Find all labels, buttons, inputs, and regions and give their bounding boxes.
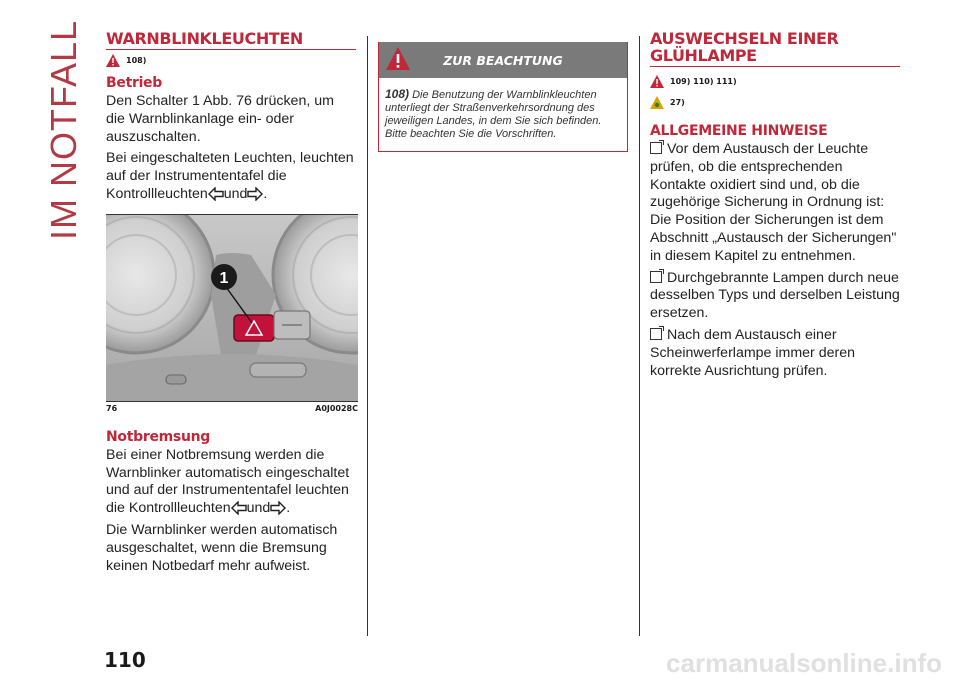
paragraph: Den Schalter 1 Abb. 76 drücken, um die Warnblinkanlage ein- oder auszuschalten. (106, 93, 334, 145)
paragraph-text: und (246, 500, 271, 517)
paragraph (106, 447, 356, 518)
subheading-general-notes: ALLGEMEINE HINWEISE (650, 123, 828, 139)
note-title: ZUR BEACHTUNG (443, 52, 563, 68)
ref-numbers: 109) 110) 111) (670, 77, 737, 86)
note-ref: 108) (385, 87, 410, 101)
environment-triangle-icon (650, 96, 664, 109)
bullet-text: Vor dem Austausch der Leuchte prüfen, ob die entsprechenden Kontakte oxidiert sind und, ob die zugehörige Sicherung in Ordnung ist: Die Position der Sicherungen ist dem Abschnitt „Austausch der Sicherungen" in diesem Kapitel zu entnehmen. (650, 141, 897, 264)
paragraph: Die Warnblinker werden automatisch ausgeschaltet, wenn die Bremsung keinen Notbedarf mehr aufweist. (106, 521, 338, 574)
page-number: 110 (104, 648, 146, 672)
bullet-item (650, 327, 900, 380)
warning-triangle-icon (385, 46, 411, 72)
warning-reference (106, 54, 356, 67)
note-header (379, 42, 627, 78)
paragraph-text: . (263, 185, 268, 202)
bullet-item (650, 141, 900, 266)
warning-triangle-icon (106, 54, 120, 67)
paragraph-text: Bei eingeschalteten Leuchten, leuchten auf der Instrumententafel die Kontrollleuchten (106, 150, 354, 202)
note-body (379, 78, 627, 151)
column-divider (367, 36, 368, 636)
note-text: Die Benutzung der Warnblinkleuchten unterliegt der Straßenverkehrsordnung des jeweiligen Landes, in dem Sie sich befinden. Bitte beachten Sie die Vorschriften. (385, 89, 602, 140)
checkbox-bullet-icon (650, 328, 662, 340)
checkbox-bullet-icon (650, 271, 662, 283)
section-side-tab (43, 19, 85, 241)
callout-label: 1 (219, 269, 229, 287)
bullet-text: Nach dem Austausch einer Scheinwerferlampe immer deren korrekte Ausrichtung prüfen. (650, 326, 856, 379)
figure-code: A0J0028C (315, 403, 358, 413)
heading-bulb-replacement: AUSWECHSELN EINER GLÜHLAMPE (650, 30, 900, 67)
column-divider (639, 36, 640, 636)
watermark: carmanualsonline.info (666, 648, 942, 678)
figure-number: 76 (106, 403, 118, 413)
bullet-text: Durchgebrannte Lampen durch neue desselben Typs und derselben Leistung ersetzen. (650, 269, 900, 322)
right-turn-indicator-icon (270, 501, 286, 515)
figure-hazard-switch (106, 214, 358, 402)
environment-reference (650, 96, 900, 109)
right-turn-indicator-icon (247, 187, 263, 201)
hazard-switch-illustration (106, 215, 358, 401)
column-note (378, 30, 628, 152)
paragraph-text: Bei einer Notbremsung werden die Warnblinker automatisch eingeschaltet und auf der Instrumententafel leuchten die Kontrollleuchten (106, 446, 350, 517)
ref-number: 108) (126, 56, 147, 65)
left-turn-indicator-icon (208, 187, 224, 201)
bullet-item (650, 270, 900, 323)
paragraph-text: und (223, 185, 248, 202)
side-tab-label: IM NOTFALL (43, 19, 85, 241)
paragraph (106, 150, 356, 203)
ref-number: 27) (670, 98, 685, 107)
column-bulb-replacement (650, 30, 900, 384)
subheading-notbremsung: Notbremsung (106, 428, 211, 445)
figure-caption (106, 404, 358, 413)
warning-reference (650, 75, 900, 88)
column-hazard-lights (106, 30, 356, 579)
checkbox-bullet-icon (650, 142, 662, 154)
left-turn-indicator-icon (231, 501, 247, 515)
paragraph-text: . (286, 500, 291, 517)
heading-hazard-lights: WARNBLINKLEUCHTEN (106, 30, 356, 50)
warning-triangle-icon (650, 75, 664, 88)
note-box (378, 42, 628, 152)
subheading-betrieb: Betrieb (106, 75, 162, 91)
